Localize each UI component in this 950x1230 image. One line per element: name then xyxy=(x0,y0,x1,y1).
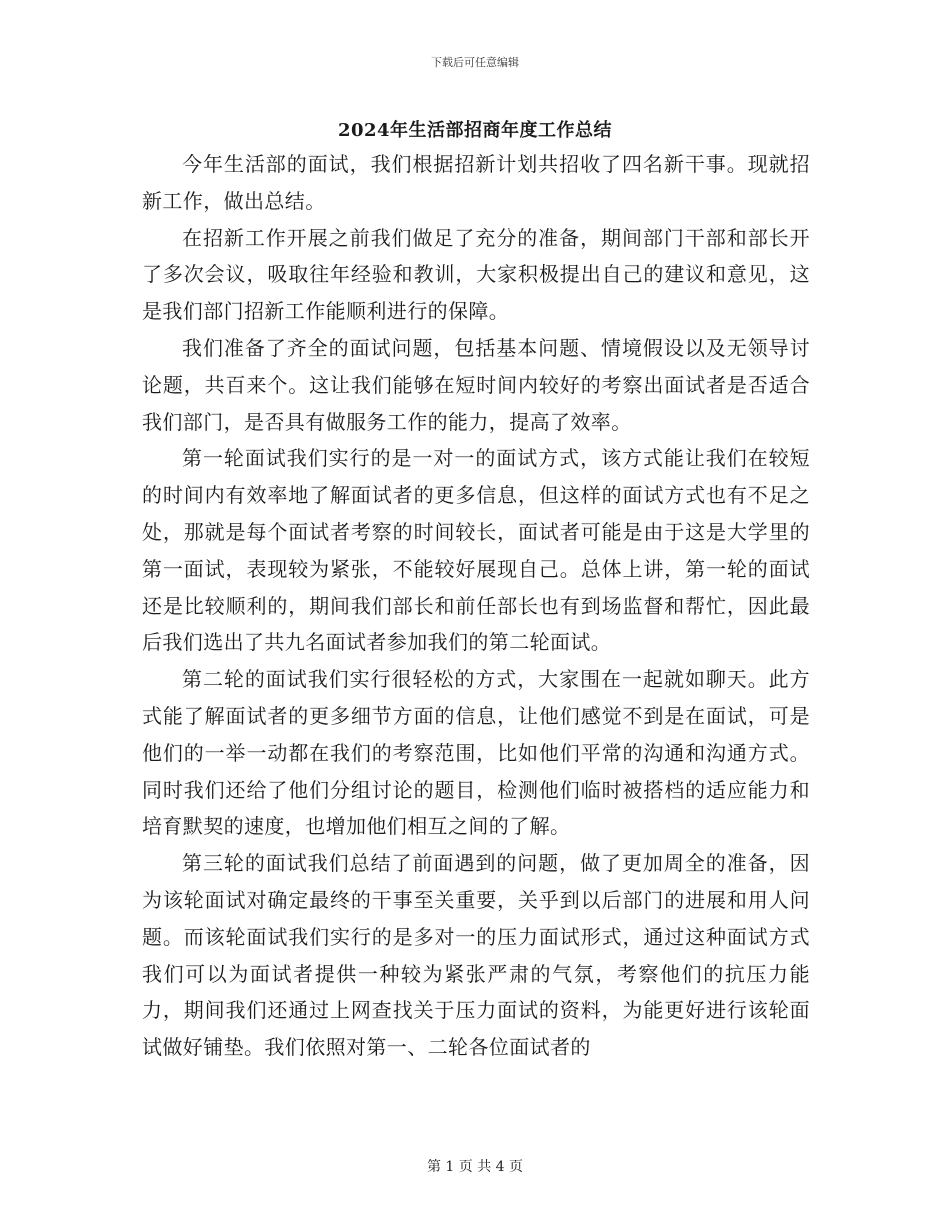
page-header-note: 下载后可任意编辑 xyxy=(431,56,519,69)
page-number: 第 1 页 共 4 页 xyxy=(426,1159,524,1175)
document-body xyxy=(142,146,810,1066)
paragraph-2: 在招新工作开展之前我们做足了充分的准备，期间部门干部和部长开了多次会议，吸取往年经验和教训，大家积极提出自己的建议和意见，这是我们部门招新工作能顺利进行的保障。 xyxy=(142,225,810,324)
paragraph-1: 今年生活部的面试，我们根据招新计划共招收了四名新干事。现就招新工作，做出总结。 xyxy=(142,152,810,213)
paragraph-5: 第二轮的面试我们实行很轻松的方式，大家围在一起就如聊天。此方式能了解面试者的更多细节方面的信息，让他们感觉不到是在面试，可是他们的一举一动都在我们的考察范围，比如他们平常的沟通和沟通方式。同时我们还给了他们分组讨论的题目，检测他们临时被搭档的适应能力和培育默契的速度，也增加他们相互之间的了解。 xyxy=(142,667,810,839)
paragraph-6: 第三轮的面试我们总结了前面遇到的问题，做了更加周全的准备，因为该轮面试对确定最终的干事至关重要，关乎到以后部门的进展和用人问题。而该轮面试我们实行的是多对一的压力面试形式，通过这种面试方式我们可以为面试者提供一种较为紧张严肃的气氛，考察他们的抗压力能力，期间我们还通过上网查找关于压力面试的资料，为能更好进行该轮面试做好铺垫。我们依照对第一、二轮各位面试者的 xyxy=(142,851,810,1060)
document-title: 2024年生活部招商年度工作总结 xyxy=(337,120,613,141)
paragraph-3: 我们准备了齐全的面试问题，包括基本问题、情境假设以及无领导讨论题，共百来个。这让我们能够在短时间内较好的考察出面试者是否适合我们部门，是否具有做服务工作的能力，提高了效率。 xyxy=(142,335,810,434)
paragraph-4: 第一轮面试我们实行的是一对一的面试方式，该方式能让我们在较短的时间内有效率地了解面试者的更多信息，但这样的面试方式也有不足之处，那就是每个面试者考察的时间较长，面试者可能是由于这是大学里的第一面试，表现较为紧张，不能较好展现自己。总体上讲，第一轮的面试还是比较顺利的，期间我们部长和前任部长也有到场监督和帮忙，因此最后我们选出了共九名面试者参加我们的第二轮面试。 xyxy=(142,446,810,655)
